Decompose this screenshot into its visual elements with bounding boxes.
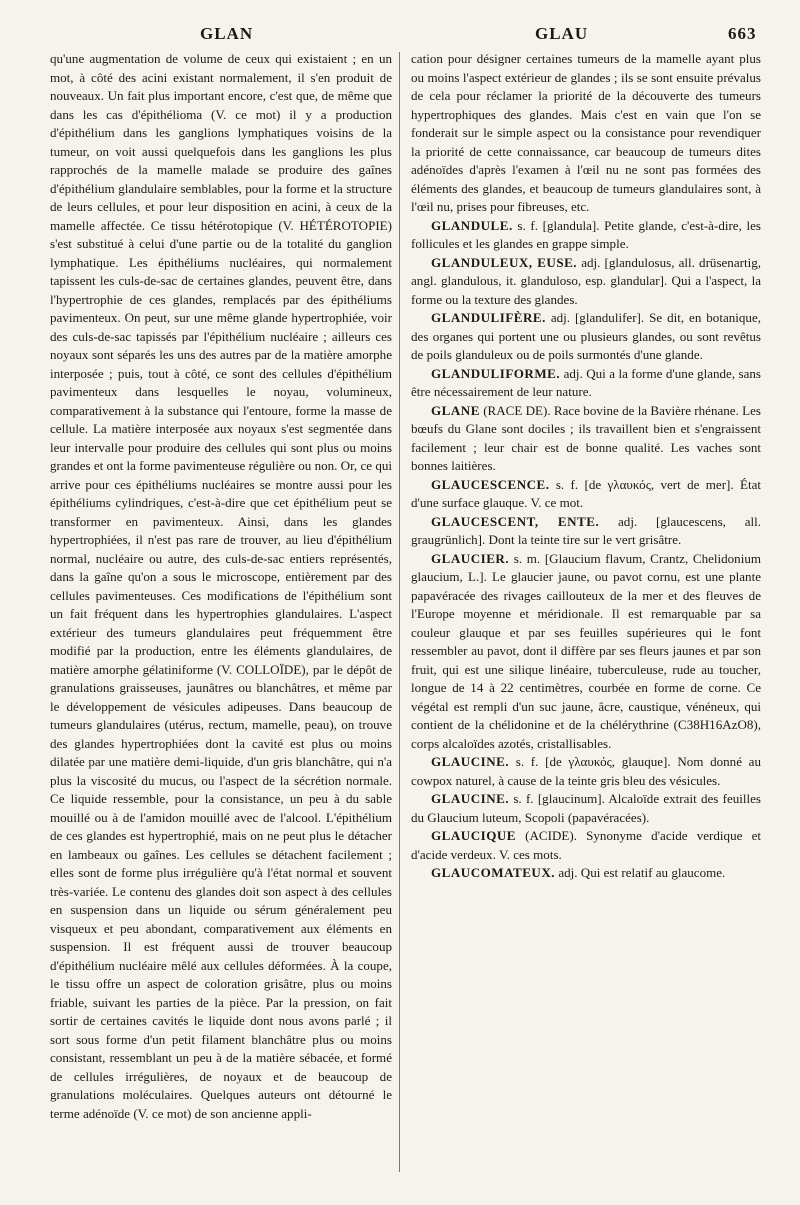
column-divider (399, 52, 400, 1172)
dictionary-entry (411, 365, 761, 402)
header-left-guideword: GLAN (200, 24, 254, 43)
entry-headword: GLANDULEUX, EUSE. (431, 254, 578, 270)
entry-definition: (RACE DE). Race bovine de la Bavière rhénane. Les bœufs du Glane sont dociles ; ils travaillent bien et s'engraissent facilement ; leur chair est de bonne qualité. Les vaches sont bonnes laitières. (411, 402, 761, 473)
entry-headword: GLAUCINE. (431, 791, 510, 806)
entry-definition: adj. [glandulosus, all. drüsenartig, angl. glandulous, it. glanduloso, esp. glandular]. Qui a l'aspect, la forme ou la texture des glandes. (411, 254, 762, 307)
entry-definition: s. m. [Glaucium flavum, Crantz, Chelidonium glaucium, L.]. Le glaucier jaune, ou pavot cornu, est une plante papavéracée des rivages caillouteux de la mer et des fleuves de l'Europe moyenne et méridionale. Il est remarquable par sa couleur glauque et par ses feuilles supérieures qui le font ressembler au pavot, dont il diffère par ses fleurs jaunes et par son fruit, qui est une silique linéaire, tuberculeuse, rude au toucher, longue de 14 à 22 centimètres, courbée en forme de corne. Ce végétal est rempli d'un suc jaune, âcre, caustique, vénéneux, qui contient de la chélidonine et de la chélérythrine (C38H16AzO8), corps alcaloïdes azotés, cristallisables. (411, 550, 761, 751)
dictionary-entry (411, 309, 761, 365)
entry-definition: adj. [glaucescens, all. graugrünlich]. Dont la teinte tire sur le vert grisâtre. (411, 513, 761, 547)
entry-headword: GLAUCIQUE (431, 828, 516, 843)
entry-headword: GLANE (431, 402, 480, 418)
entry-headword: GLANDULIFÈRE. (431, 310, 546, 325)
entry-headword: GLAUCESCENCE. (431, 476, 550, 492)
dictionary-entry (411, 753, 761, 790)
entry-headword: GLANDULIFORME. (431, 365, 561, 381)
entry-definition: adj. Qui est relatif au glaucome. (558, 865, 726, 880)
dictionary-entry (411, 790, 761, 827)
entry-definition: s. f. [glandula]. Petite glande, c'est-à-dire, les follicules et les glandes en grappe simple. (411, 217, 762, 251)
right-column (411, 50, 761, 883)
entry-headword: GLANDULE. (431, 217, 513, 233)
entry-definition: s. f. [de γλαυκός, glauque]. Nom donné au cowpox naturel, à cause de la teinte gris bleu des vésicules. (411, 754, 761, 788)
entry-headword: GLAUCOMATEUX. (431, 865, 556, 880)
continuation-paragraph: cation pour désigner certaines tumeurs de la mamelle ayant plus ou moins l'aspect extérieur de glandes ; ils se sont ensuite prévalus de cela pour réclamer la priorité de la découverte des tumeurs hypertrophiques des glandes. Mais c'est en vain que l'on se fonderait sur le simple aspect ou la consistance pour revendiquer la priorité de cette connaissance, car beaucoup de tumeurs dites adénoïdes d'après l'examen à l'œil nu ne sont pas formées des éléments des glandes, et beaucoup de tumeurs glandulaires sont, à l'œil nu, prises pour fibreuses, etc. (411, 51, 761, 214)
left-column (50, 50, 392, 1123)
entry-definition: adj. Qui a la forme d'une glande, sans être nécessairement de leur nature. (411, 365, 761, 399)
dictionary-entry (411, 476, 761, 513)
entry-definition: s. f. [de γλαυκός, vert de mer]. État d'une surface glauque. V. ce mot. (411, 476, 761, 510)
dictionary-entry (411, 217, 761, 254)
header-right-guideword: GLAU (535, 24, 589, 43)
dictionary-entry (411, 550, 761, 754)
entry-definition: adj. [glandulifer]. Se dit, en botanique, des organes qui portent une ou plusieurs glandes, ou sont revêtus de poils glanduleux ou de poils surmontés d'une glande. (411, 310, 761, 362)
entry-definition: s. f. [glaucinum]. Alcaloïde extrait des feuilles du Glaucium luteum, Scopoli (papavéracées). (411, 791, 761, 825)
dictionary-entry (411, 254, 761, 310)
dictionary-entry (411, 402, 761, 476)
entry-definition: (ACIDE). Synonyme d'acide verdique et d'acide verdeux. V. ces mots. (411, 828, 761, 862)
running-header (0, 20, 800, 50)
page-number: 663 (728, 24, 757, 43)
entry-headword: GLAUCINE. (431, 754, 510, 769)
entry-headword: GLAUCIER. (431, 550, 510, 566)
dictionary-entry (411, 864, 761, 883)
dictionary-entry (411, 827, 761, 864)
left-column-text: qu'une augmentation de volume de ceux qui existaient ; en un mot, à côté des acini existant normalement, il s'en produit de nouveaux. Un fait plus important encore, c'est que, de même que dans les cas d'épithélioma (V. ce mot) il y a production d'épithélium dans les ganglions lymphatiques voisins de la tumeur, on voit aussi quelquefois dans les ganglions les plus rapprochés de la mamelle malade se produire des gaînes d'épithélium glandulaire semblables, pour la forme et la structure de leurs cellules, et pour leur disposition en acini, à ceux de la mamelle affectée. Ce tissu hétérotopique (V. HÉTÉROTOPIE) s'est substitué à celui d'une partie ou de la totalité du ganglion lymphatique. Les épithéliums nucléaires, qui normalement tapissent les culs-de-sac de certaines glandes, peuvent être, dans l'hypertrophie de ces glandes, remplacés par des épithéliums pavimenteux. On peut, sur une même glande hypertrophiée, voir des culs-de-sac tapissés par l'épithélium nucléaire ; ailleurs ces noyaux sont séparés les uns des autres par de la matière amorphe interposée ; puis, tout à côté, ce sont des cellules d'épithélium pavimenteux dans lesquelles le noyau, volumineux, comparativement à la substance qui l'entoure, forme la masse de cellule. La matière interposée aux noyaux s'est segmentée dans leur intervalle pour produire des cellules qui sont plus ou moins grandes et ont la forme pavimenteuse régulière ou non. Or, ce qui arrive pour ces épithéliums nucléaires se montre aussi pour les épithéliums cylindriques, c'est-à-dire que cet épithélium peut se transformer en pavimenteux. Ainsi, dans les glandes hypertrophiées, il n'est pas rare de trouver, au lieu d'épithélium normal, nucléaire ou autre, des culs-de-sac entiers représentés, dans la gaîne qu'on a sous le microscope, entièrement par des cellules pavimenteuses. Ces modifications de l'épithélium sont un fait fréquent dans les hypertrophies glandulaires. L'aspect extérieur des tumeurs glandulaires peut fréquemment être modifié par la production, entre les éléments glandulaires, de matière amorphe gélatiniforme (V. COLLOÏDE), par le dépôt de granulations graisseuses, jaunâtres ou blanchâtres, et même par le développement de vésicules adipeuses. Dans beaucoup de tumeurs glandulaires (utérus, rectum, mamelle, peau), on trouve des glandes hypertrophiées dont la cavité est plus ou moins dilatée par une matière demi-liquide, d'un gris blanchâtre, qui n'a plus la viscosité du mucus, ou l'aspect de la sécrétion normale. Ce liquide ressemble, pour la consistance, un peu à du sable mouillé ou à de l'amidon mouillé avec de l'alcool. L'épithélium de ces glandes est hypertrophié, mais on ne peut plus le détacher en lambeaux ou gaînes. Les cellules se détachent facilement ; elles sont de forme plus irrégulière qu'à l'état normal et souvent très-variée. Le contenu des glandes doit son aspect à des cellules en suspension dans un liquide ou sérum généralement peu visqueux et peu abondant, comparativement aux éléments en suspension. Il est fréquent aussi de trouver beaucoup d'épithélium nucléaire mêlé aux cellules déformées. À la coupe, le tissu offre un aspect de coloration grisâtre, plus ou moins friable, suivant les parties de la pièce. Par la pression, on fait sortir de certaines cavités le liquide dont nous avons parlé ; il sort sous forme d'un petit filament blanchâtre plus ou moins consistant, ressemblant un peu à de la matière sébacée, et formé de cellules irrégulières, de noyaux et de beaucoup de granulations moléculaires. Quelques auteurs ont détourné le terme adénoïde (V. ce mot) de son ancienne appli- (50, 51, 392, 1121)
dictionary-entry (411, 513, 761, 550)
entry-headword: GLAUCESCENT, ENTE. (431, 513, 600, 529)
